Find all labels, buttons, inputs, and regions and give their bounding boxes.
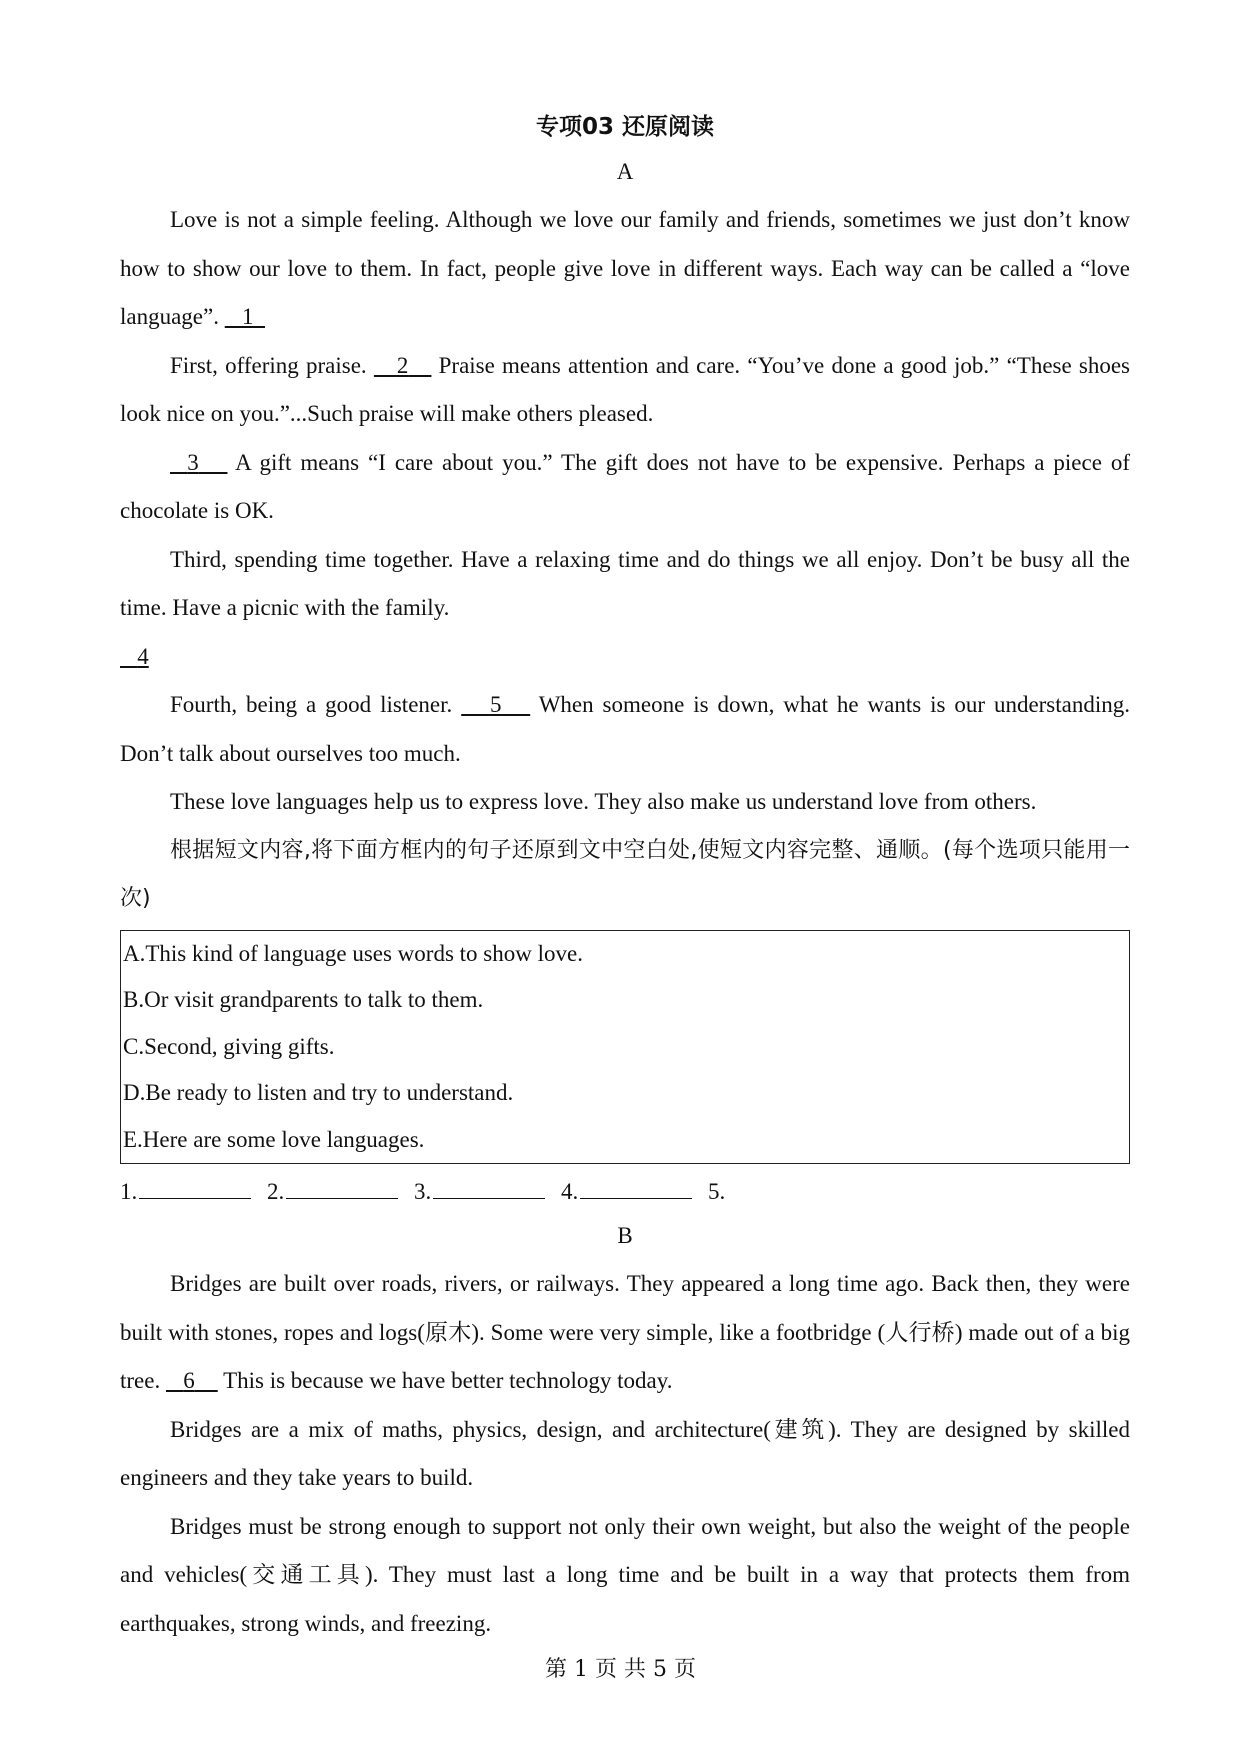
options-box <box>120 930 1130 1165</box>
blank-5: 5 <box>489 692 502 717</box>
option-a: A.This kind of language uses words to show love. <box>123 940 583 966</box>
instruction-text: 根据短文内容,将下面方框内的句子还原到文中空白处,使短文内容完整、通顺。(每个选项只能用一次) <box>120 837 1130 911</box>
paragraph-a3: 3 A gift means “I care about you.” The gift does not have to be expensive. Perhaps a piece of chocolate is OK. <box>120 439 1130 536</box>
answer-4[interactable]: 4. <box>561 1172 692 1212</box>
paragraph-a2: First, offering praise. 2 Praise means attention and care. “You’ve done a good job.” “These shoes look nice on you.”...Such praise will make others pleased. <box>120 342 1130 439</box>
option-c: C.Second, giving gifts. <box>123 1033 335 1059</box>
section-a-heading: A <box>616 159 634 184</box>
option-b: B.Or visit grandparents to talk to them. <box>123 987 484 1012</box>
answer-5[interactable]: 5. <box>708 1179 726 1204</box>
paragraph-b3: Bridges must be strong enough to support not only their own weight, but also the weight of the people and vehicles(交通工具). They must last a long time and be built in a way that protects them from earthquakes, strong winds, and freezing. <box>120 1513 1130 1636</box>
paragraph-a4-blank <box>120 633 1130 682</box>
answer-3[interactable]: 3. <box>414 1172 545 1212</box>
answer-lines <box>120 1172 1130 1212</box>
section-b-heading: B <box>617 1223 633 1248</box>
page-title: 专项03 还原阅读 <box>535 114 714 140</box>
paragraph-a5: Fourth, being a good listener. 5 When someone is down, what he wants is our understanding. Don’t talk about ourselves too much. <box>120 681 1130 778</box>
paragraph-b1: Bridges are built over roads, rivers, or railways. They appeared a long time ago. Back then, they were built with stones, ropes and logs(原木). Some were very simple, like a footbridge (人行桥) made out of a big tree. 6 This is because we have better technology today. <box>120 1260 1130 1406</box>
paragraph-a1: Love is not a simple feeling. Although we love our family and friends, sometimes we just don’t know how to show our love to them. In fact, people give love in different ways. Each way can be called a “love language”. 1 <box>120 196 1130 342</box>
paragraph-b2: Bridges are a mix of maths, physics, design, and architecture(建筑). They are designed by skilled engineers and they take years to build. <box>120 1416 1130 1490</box>
blank-6: 6 <box>183 1368 195 1393</box>
option-d: D.Be ready to listen and try to understand. <box>123 1080 514 1105</box>
blank-1: 1 <box>241 304 254 329</box>
page-footer: 第 1 页 共 5 页 <box>545 1657 696 1682</box>
answer-2[interactable]: 2. <box>267 1172 398 1212</box>
document-page <box>120 112 1130 1648</box>
blank-4: 4 <box>137 643 149 669</box>
answer-1[interactable]: 1. <box>120 1172 251 1212</box>
blank-3: 3 <box>187 449 199 475</box>
paragraph-a6: These love languages help us to express love. They also make us understand love from others. <box>170 789 1037 814</box>
paragraph-a4: Third, spending time together. Have a relaxing time and do things we all enjoy. Don’t be busy all the time. Have a picnic with the family. <box>120 546 1130 620</box>
option-e: E.Here are some love languages. <box>123 1126 425 1152</box>
blank-2: 2 <box>396 352 409 378</box>
